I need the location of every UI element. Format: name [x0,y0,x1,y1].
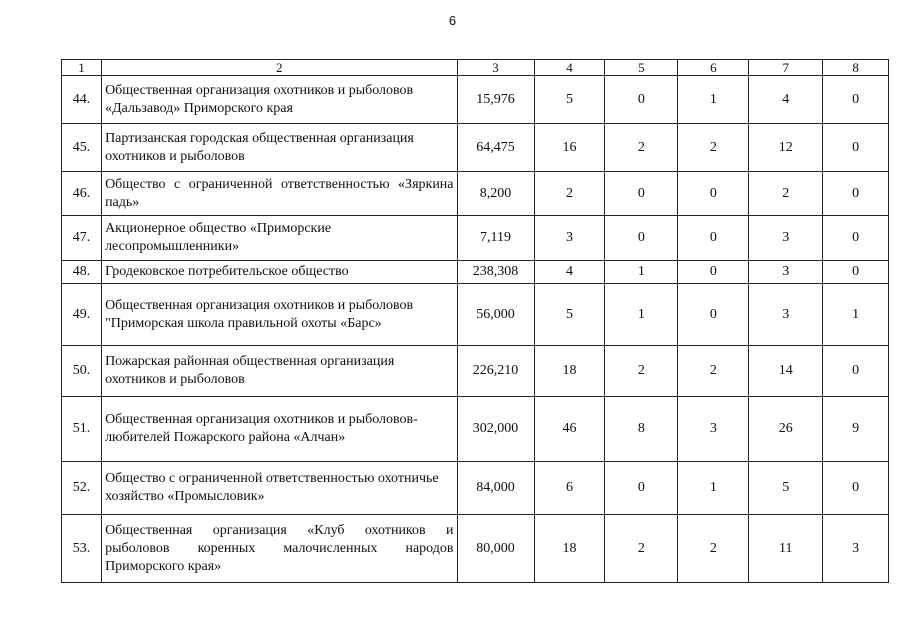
column-header: 5 [605,60,678,76]
organization-name: Партизанская городская общественная организация охотников и рыболовов [102,124,457,172]
value-cell-col-5: 0 [605,172,678,216]
value-cell-col-5: 0 [605,462,678,515]
value-cell-col-3: 64,475 [457,124,534,172]
row-number: 47. [62,216,102,261]
page-number: 6 [448,13,457,28]
value-cell-col-7: 12 [749,124,823,172]
value-cell-col-7: 5 [749,462,823,515]
value-cell-col-5: 8 [605,397,678,462]
value-cell-col-7: 3 [749,216,823,261]
organization-name: Общество с ограниченной ответственностью «Зяркина падь» [102,172,457,216]
table-row [62,346,889,397]
value-cell-col-3: 238,308 [457,261,534,284]
column-header: 6 [678,60,749,76]
value-cell-col-7: 11 [749,515,823,583]
organization-name: Общественная организация охотников и рыболовов "Приморская школа правильной охоты «Барс» [102,284,457,346]
value-cell-col-5: 1 [605,284,678,346]
organization-name: Пожарская районная общественная организация охотников и рыболовов [102,346,457,397]
value-cell-col-5: 2 [605,124,678,172]
table-body [62,76,889,583]
value-cell-col-4: 5 [534,284,605,346]
column-header: 2 [102,60,457,76]
value-cell-col-7: 3 [749,284,823,346]
organization-name: Общественная организация «Клуб охотников и рыболовов коренных малочисленных народов Приморского края» [102,515,457,583]
value-cell-col-8: 1 [823,284,889,346]
value-cell-col-6: 0 [678,172,749,216]
value-cell-col-6: 0 [678,216,749,261]
value-cell-col-3: 15,976 [457,76,534,124]
value-cell-col-4: 5 [534,76,605,124]
value-cell-col-6: 2 [678,515,749,583]
value-cell-col-7: 14 [749,346,823,397]
organization-name: Гродековское потребительское общество [102,261,457,284]
organization-name: Акционерное общество «Приморские лесопромышленники» [102,216,457,261]
value-cell-col-6: 3 [678,397,749,462]
value-cell-col-5: 0 [605,76,678,124]
value-cell-col-3: 226,210 [457,346,534,397]
row-number: 52. [62,462,102,515]
table-row [62,397,889,462]
data-table [61,59,889,583]
value-cell-col-6: 2 [678,346,749,397]
row-number: 48. [62,261,102,284]
header-row [62,60,889,76]
table-row [62,124,889,172]
value-cell-col-6: 0 [678,284,749,346]
value-cell-col-4: 3 [534,216,605,261]
row-number: 50. [62,346,102,397]
organization-name: Общественная организация охотников и рыболовов-любителей Пожарского района «Алчан» [102,397,457,462]
value-cell-col-4: 6 [534,462,605,515]
value-cell-col-8: 9 [823,397,889,462]
value-cell-col-5: 0 [605,216,678,261]
row-number: 51. [62,397,102,462]
table-row [62,172,889,216]
value-cell-col-3: 56,000 [457,284,534,346]
value-cell-col-8: 0 [823,216,889,261]
value-cell-col-4: 4 [534,261,605,284]
row-number: 49. [62,284,102,346]
value-cell-col-6: 0 [678,261,749,284]
organization-name: Общественная организация охотников и рыболовов «Дальзавод» Приморского края [102,76,457,124]
value-cell-col-3: 8,200 [457,172,534,216]
value-cell-col-3: 302,000 [457,397,534,462]
table-row [62,216,889,261]
value-cell-col-8: 3 [823,515,889,583]
value-cell-col-7: 4 [749,76,823,124]
value-cell-col-3: 80,000 [457,515,534,583]
row-number: 53. [62,515,102,583]
table-row [62,76,889,124]
column-header: 4 [534,60,605,76]
row-number: 44. [62,76,102,124]
value-cell-col-6: 1 [678,76,749,124]
table-row [62,515,889,583]
value-cell-col-5: 2 [605,346,678,397]
table-row [62,462,889,515]
organization-name: Общество с ограниченной ответственностью охотничье хозяйство «Промысловик» [102,462,457,515]
value-cell-col-4: 46 [534,397,605,462]
value-cell-col-8: 0 [823,172,889,216]
value-cell-col-4: 18 [534,346,605,397]
value-cell-col-7: 26 [749,397,823,462]
value-cell-col-5: 2 [605,515,678,583]
value-cell-col-8: 0 [823,261,889,284]
value-cell-col-7: 3 [749,261,823,284]
value-cell-col-6: 1 [678,462,749,515]
value-cell-col-3: 84,000 [457,462,534,515]
column-header: 7 [749,60,823,76]
table-row [62,261,889,284]
value-cell-col-4: 18 [534,515,605,583]
column-header: 3 [457,60,534,76]
value-cell-col-3: 7,119 [457,216,534,261]
value-cell-col-8: 0 [823,76,889,124]
value-cell-col-8: 0 [823,462,889,515]
row-number: 46. [62,172,102,216]
value-cell-col-4: 16 [534,124,605,172]
value-cell-col-6: 2 [678,124,749,172]
value-cell-col-8: 0 [823,346,889,397]
column-header: 1 [62,60,102,76]
value-cell-col-5: 1 [605,261,678,284]
value-cell-col-7: 2 [749,172,823,216]
table-row [62,284,889,346]
value-cell-col-4: 2 [534,172,605,216]
row-number: 45. [62,124,102,172]
value-cell-col-8: 0 [823,124,889,172]
column-header: 8 [823,60,889,76]
